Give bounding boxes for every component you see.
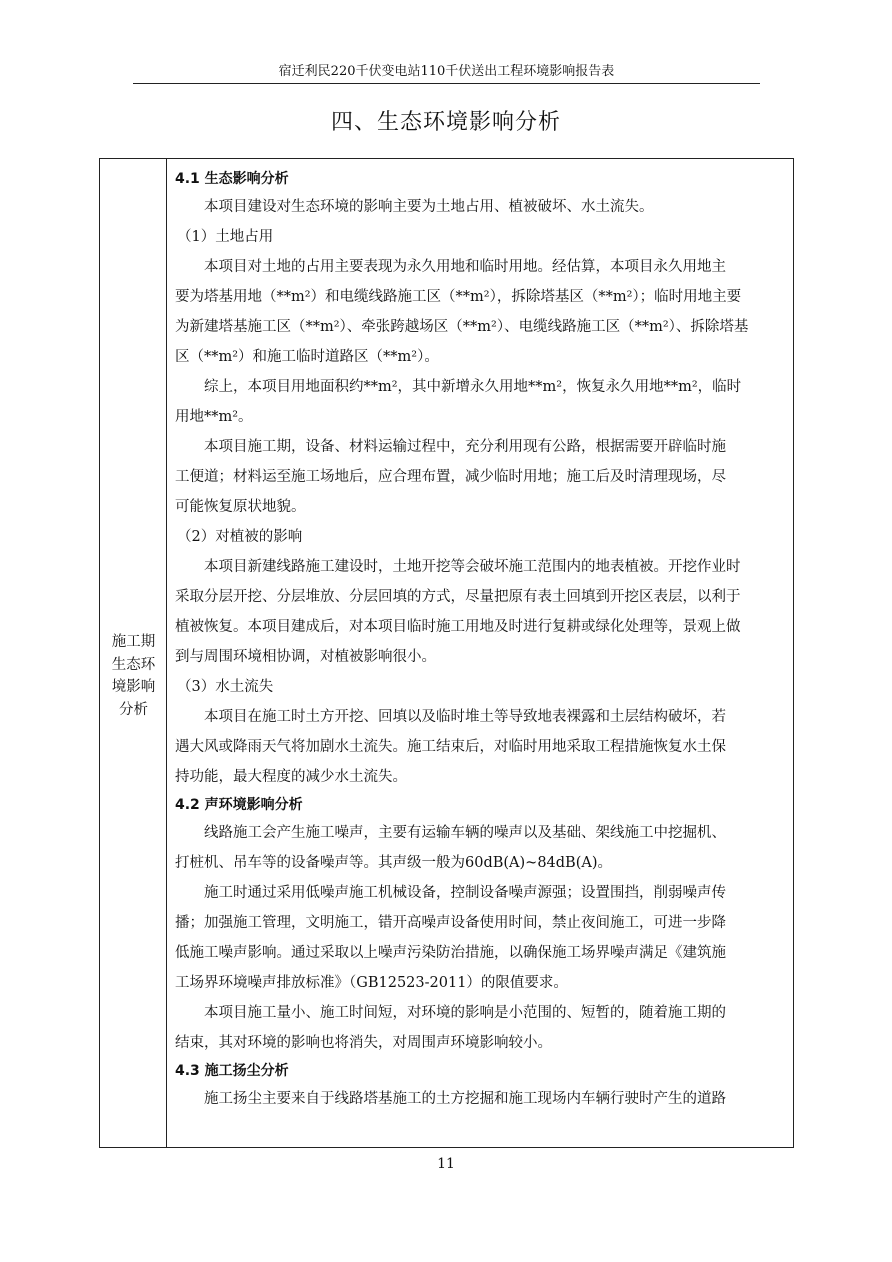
row-label-cell: [100, 159, 167, 1147]
row-label-line: 分析: [119, 701, 148, 718]
section-heading: 4.2 声环境影响分析: [175, 797, 303, 813]
paragraph-line: （3）水土流失: [177, 679, 274, 695]
paragraph-line: 到与周围环境相协调，对植被影响很小。: [175, 649, 436, 665]
analysis-table: [99, 158, 794, 1148]
paragraph-line: 施工时通过采用低噪声施工机械设备，控制设备噪声源强；设置围挡，削弱噪声传: [204, 885, 726, 901]
paragraph-line: 施工扬尘主要来自于线路塔基施工的土方挖掘和施工现场内车辆行驶时产生的道路: [204, 1091, 726, 1107]
paragraph-line: 工便道；材料运至施工场地后，应合理布置，减少临时用地；施工后及时清理现场，尽: [175, 469, 726, 485]
paragraph-line: 本项目对土地的占用主要表现为永久用地和临时用地。经估算，本项目永久用地主: [204, 259, 726, 275]
paragraph-line: 本项目施工期，设备、材料运输过程中，充分利用现有公路，根据需要开辟临时施: [204, 439, 726, 455]
page-number: 11: [437, 1156, 455, 1172]
paragraph-line: 低施工噪声影响。通过采取以上噪声污染防治措施，以确保施工场界噪声满足《建筑施: [175, 945, 726, 961]
row-label-line: 施工期: [111, 634, 156, 650]
row-label-line: 境影响: [111, 679, 156, 695]
paragraph-line: 线路施工会产生施工噪声，主要有运输车辆的噪声以及基础、架线施工中挖掘机、: [204, 825, 726, 841]
row-label-line: 生态环: [111, 656, 156, 673]
paragraph-line: 本项目新建线路施工建设时，土地开挖等会破坏施工范围内的地表植被。开挖作业时: [204, 559, 741, 575]
content-cell: [167, 159, 793, 1147]
paragraph-line: 持功能，最大程度的减少水土流失。: [175, 769, 407, 785]
running-header: 宿迁利民220千伏变电站110千伏送出工程环境影响报告表: [133, 63, 760, 84]
paragraph-line: （1）土地占用: [177, 229, 274, 245]
paragraph-line: 遇大风或降雨天气将加剧水土流失。施工结束后，对临时用地采取工程措施恢复水土保: [175, 739, 726, 755]
row-label: [100, 631, 167, 721]
paragraph-line: 打桩机、吊车等的设备噪声等。其声级一般为60dB(A)~84dB(A)。: [175, 855, 612, 871]
paragraph-line: 要为塔基用地（**m²）和电缆线路施工区（**m²），拆除塔基区（**m²）；临时用地主要: [175, 289, 742, 305]
paragraph-line: 区（**m²）和施工临时道路区（**m²）。: [175, 349, 439, 365]
paragraph-line: 本项目建设对生态环境的影响主要为土地占用、植被破坏、水土流失。: [204, 199, 654, 215]
section-heading: 4.3 施工扬尘分析: [175, 1063, 289, 1079]
paragraph-line: 本项目施工量小、施工时间短，对环境的影响是小范围的、短暂的，随着施工期的: [204, 1005, 726, 1021]
paragraph-line: 工场界环境噪声排放标准》（GB12523-2011）的限值要求。: [175, 975, 568, 991]
paragraph-line: 综上，本项目用地面积约**m²，其中新增永久用地**m²，恢复永久用地**m²，临时: [204, 379, 742, 395]
paragraph-line: 用地**m²。: [175, 409, 253, 425]
paragraph-line: 本项目在施工时土方开挖、回填以及临时堆土等导致地表裸露和土层结构破坏，若: [204, 709, 726, 725]
paragraph-line: 为新建塔基施工区（**m²）、牵张跨越场区（**m²）、电缆线路施工区（**m²）、拆除塔基: [175, 319, 749, 335]
paragraph-line: 可能恢复原状地貌。: [175, 499, 306, 515]
paragraph-line: （2）对植被的影响: [177, 529, 303, 545]
section-title: 四、生态环境影响分析: [330, 110, 561, 135]
section-heading: 4.1 生态影响分析: [175, 171, 289, 187]
paragraph-line: 播；加强施工管理，文明施工，错开高噪声设备使用时间，禁止夜间施工，可进一步降: [175, 915, 726, 931]
paragraph-line: 植被恢复。本项目建成后，对本项目临时施工用地及时进行复耕或绿化处理等，景观上做: [175, 619, 741, 635]
paragraph-line: 结束，其对环境的影响也将消失，对周围声环境影响较小。: [175, 1035, 552, 1051]
paragraph-line: 采取分层开挖、分层堆放、分层回填的方式，尽量把原有表土回填到开挖区表层，以利于: [175, 589, 741, 605]
